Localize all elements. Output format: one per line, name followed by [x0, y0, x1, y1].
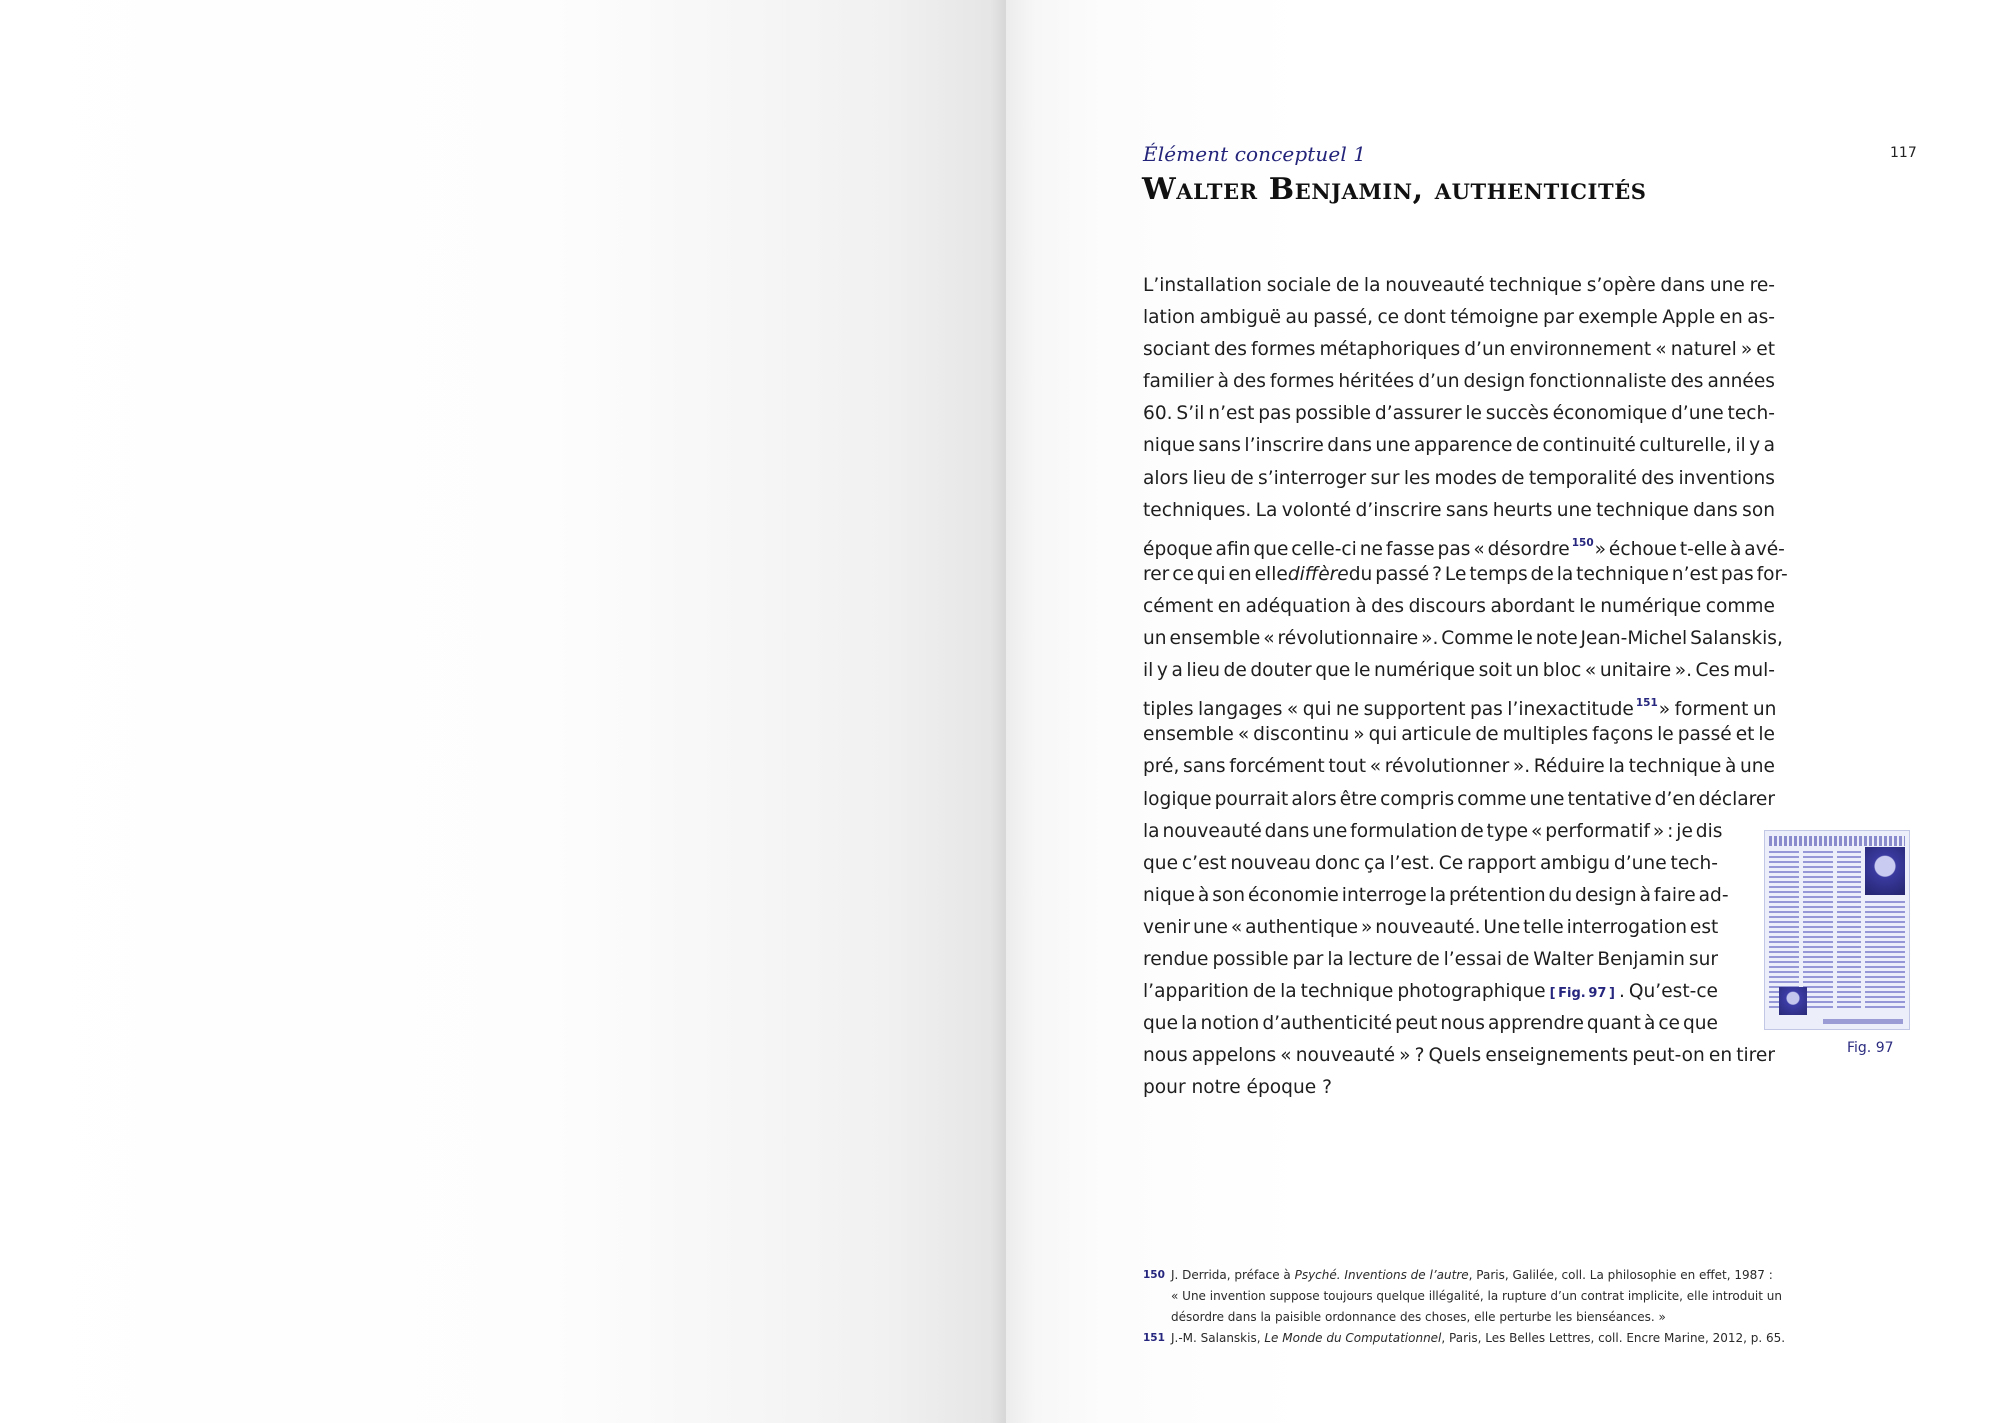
text-line: l’apparition de la technique photographique [ Fig. 97 ] . Qu’est-ce	[1143, 976, 1718, 1008]
text-line: tiples langages « qui ne supportent pas l’inexactitude 151» forment un	[1143, 687, 1775, 719]
text-line: nique sans l’inscrire dans une apparence de continuité culturelle, il y a	[1143, 435, 1775, 457]
text-line: sociant des formes métaphoriques d’un environnement « naturel » et	[1143, 339, 1775, 361]
text-line: un ensemble « révolutionnaire ». Comme le note Jean-Michel Salanskis,	[1143, 628, 1783, 650]
figure-small-photo	[1779, 987, 1807, 1015]
text-line: alors lieu de s’interroger sur les modes de temporalité des inventions	[1143, 467, 1775, 489]
figure-ref-97[interactable]: [ Fig. 97 ]	[1549, 986, 1615, 1002]
text-line: lation ambiguë au passé, ce dont témoigne par exemple Apple en as-	[1143, 307, 1775, 329]
figure-text-column	[1803, 851, 1833, 1011]
emphasis-text: diffère	[1287, 563, 1349, 585]
figure-97-thumbnail[interactable]	[1764, 830, 1910, 1030]
footnote-151: 151 J.-M. Salanskis, Le Monde du Computationnel, Paris, Les Belles Lettres, coll. Encre Marine, 2012, p. 65.	[1143, 1328, 1763, 1349]
text-line: pré, sans forcément tout « révolutionner ». Réduire la technique à une	[1143, 756, 1775, 778]
text-line: rer ce qui en ellediffèredu passé ? Le temps de la technique n’est pas for-	[1143, 563, 1788, 585]
page-number: 117	[1890, 145, 1917, 161]
text-line: rendue possible par la lecture de l’essai de Walter Benjamin sur	[1143, 948, 1718, 970]
text-line: que c’est nouveau donc ça l’est. Ce rapport ambigu d’une tech-	[1143, 852, 1718, 874]
figure-headline	[1769, 836, 1905, 846]
figure-portrait-photo	[1865, 847, 1905, 895]
text-line: cément en adéquation à des discours abordant le numérique comme	[1143, 595, 1775, 617]
text-line: venir une « authentique » nouveauté. Une telle interrogation est	[1143, 916, 1719, 938]
text-line: ensemble « discontinu » qui articule de multiples façons le passé et le	[1143, 724, 1775, 746]
text-line: logique pourrait alors être compris comme une tentative d’en déclarer	[1143, 788, 1775, 810]
text-line: nique à son économie interroge la prétention du design à faire ad-	[1143, 884, 1729, 906]
text-line: techniques. La volonté d’inscrire sans heurts une technique dans son	[1143, 499, 1775, 521]
figure-footer-line	[1823, 1019, 1903, 1024]
footnote-number: 151	[1143, 1332, 1165, 1344]
footnotes	[1143, 1265, 1786, 1349]
text-line: familier à des formes héritées d’un design fonctionnaliste des années	[1143, 371, 1775, 393]
page-title: Walter Benjamin, authenticités	[1142, 172, 1647, 207]
text-line: 60. S’il n’est pas possible d’assurer le succès économique d’une tech-	[1143, 403, 1775, 425]
footnote-ref-150[interactable]: 150	[1571, 536, 1594, 549]
figure-caption: Fig. 97	[1847, 1040, 1894, 1056]
text-line: pour notre époque ?	[1143, 1077, 1332, 1099]
body-paragraph	[1143, 270, 1788, 1104]
footnote-150: 150 J. Derrida, préface à Psyché. Inventions de l’autre, Paris, Galilée, coll. La philosophie en effet, 1987 : « Une invention suppose toujours quelque illégalité, la rupture d’un contrat implicite, elle introduit un désordre dans la paisible ordonnance des choses, elle perturbe les bienséances. »	[1143, 1265, 1763, 1328]
text-line: il y a lieu de douter que le numérique soit un bloc « unitaire ». Ces mul-	[1143, 660, 1775, 682]
footnote-number: 150	[1143, 1269, 1165, 1281]
footnote-ref-151[interactable]: 151	[1635, 697, 1658, 710]
text-line: la nouveauté dans une formulation de type « performatif » : je dis	[1143, 820, 1723, 842]
figure-text-column	[1837, 851, 1861, 1011]
section-subtitle: Élément conceptuel 1	[1143, 142, 1367, 166]
text-line: nous appelons « nouveauté » ? Quels enseignements peut-on en tirer	[1143, 1045, 1775, 1067]
text-line: L’installation sociale de la nouveauté technique s’opère dans une re-	[1143, 275, 1775, 296]
figure-text-column	[1865, 901, 1905, 1011]
text-line: que la notion d’authenticité peut nous apprendre quant à ce que	[1143, 1013, 1718, 1035]
text-line: époque afin que celle-ci ne fasse pas « désordre 150» échoue t-elle à avé-	[1143, 527, 1775, 559]
